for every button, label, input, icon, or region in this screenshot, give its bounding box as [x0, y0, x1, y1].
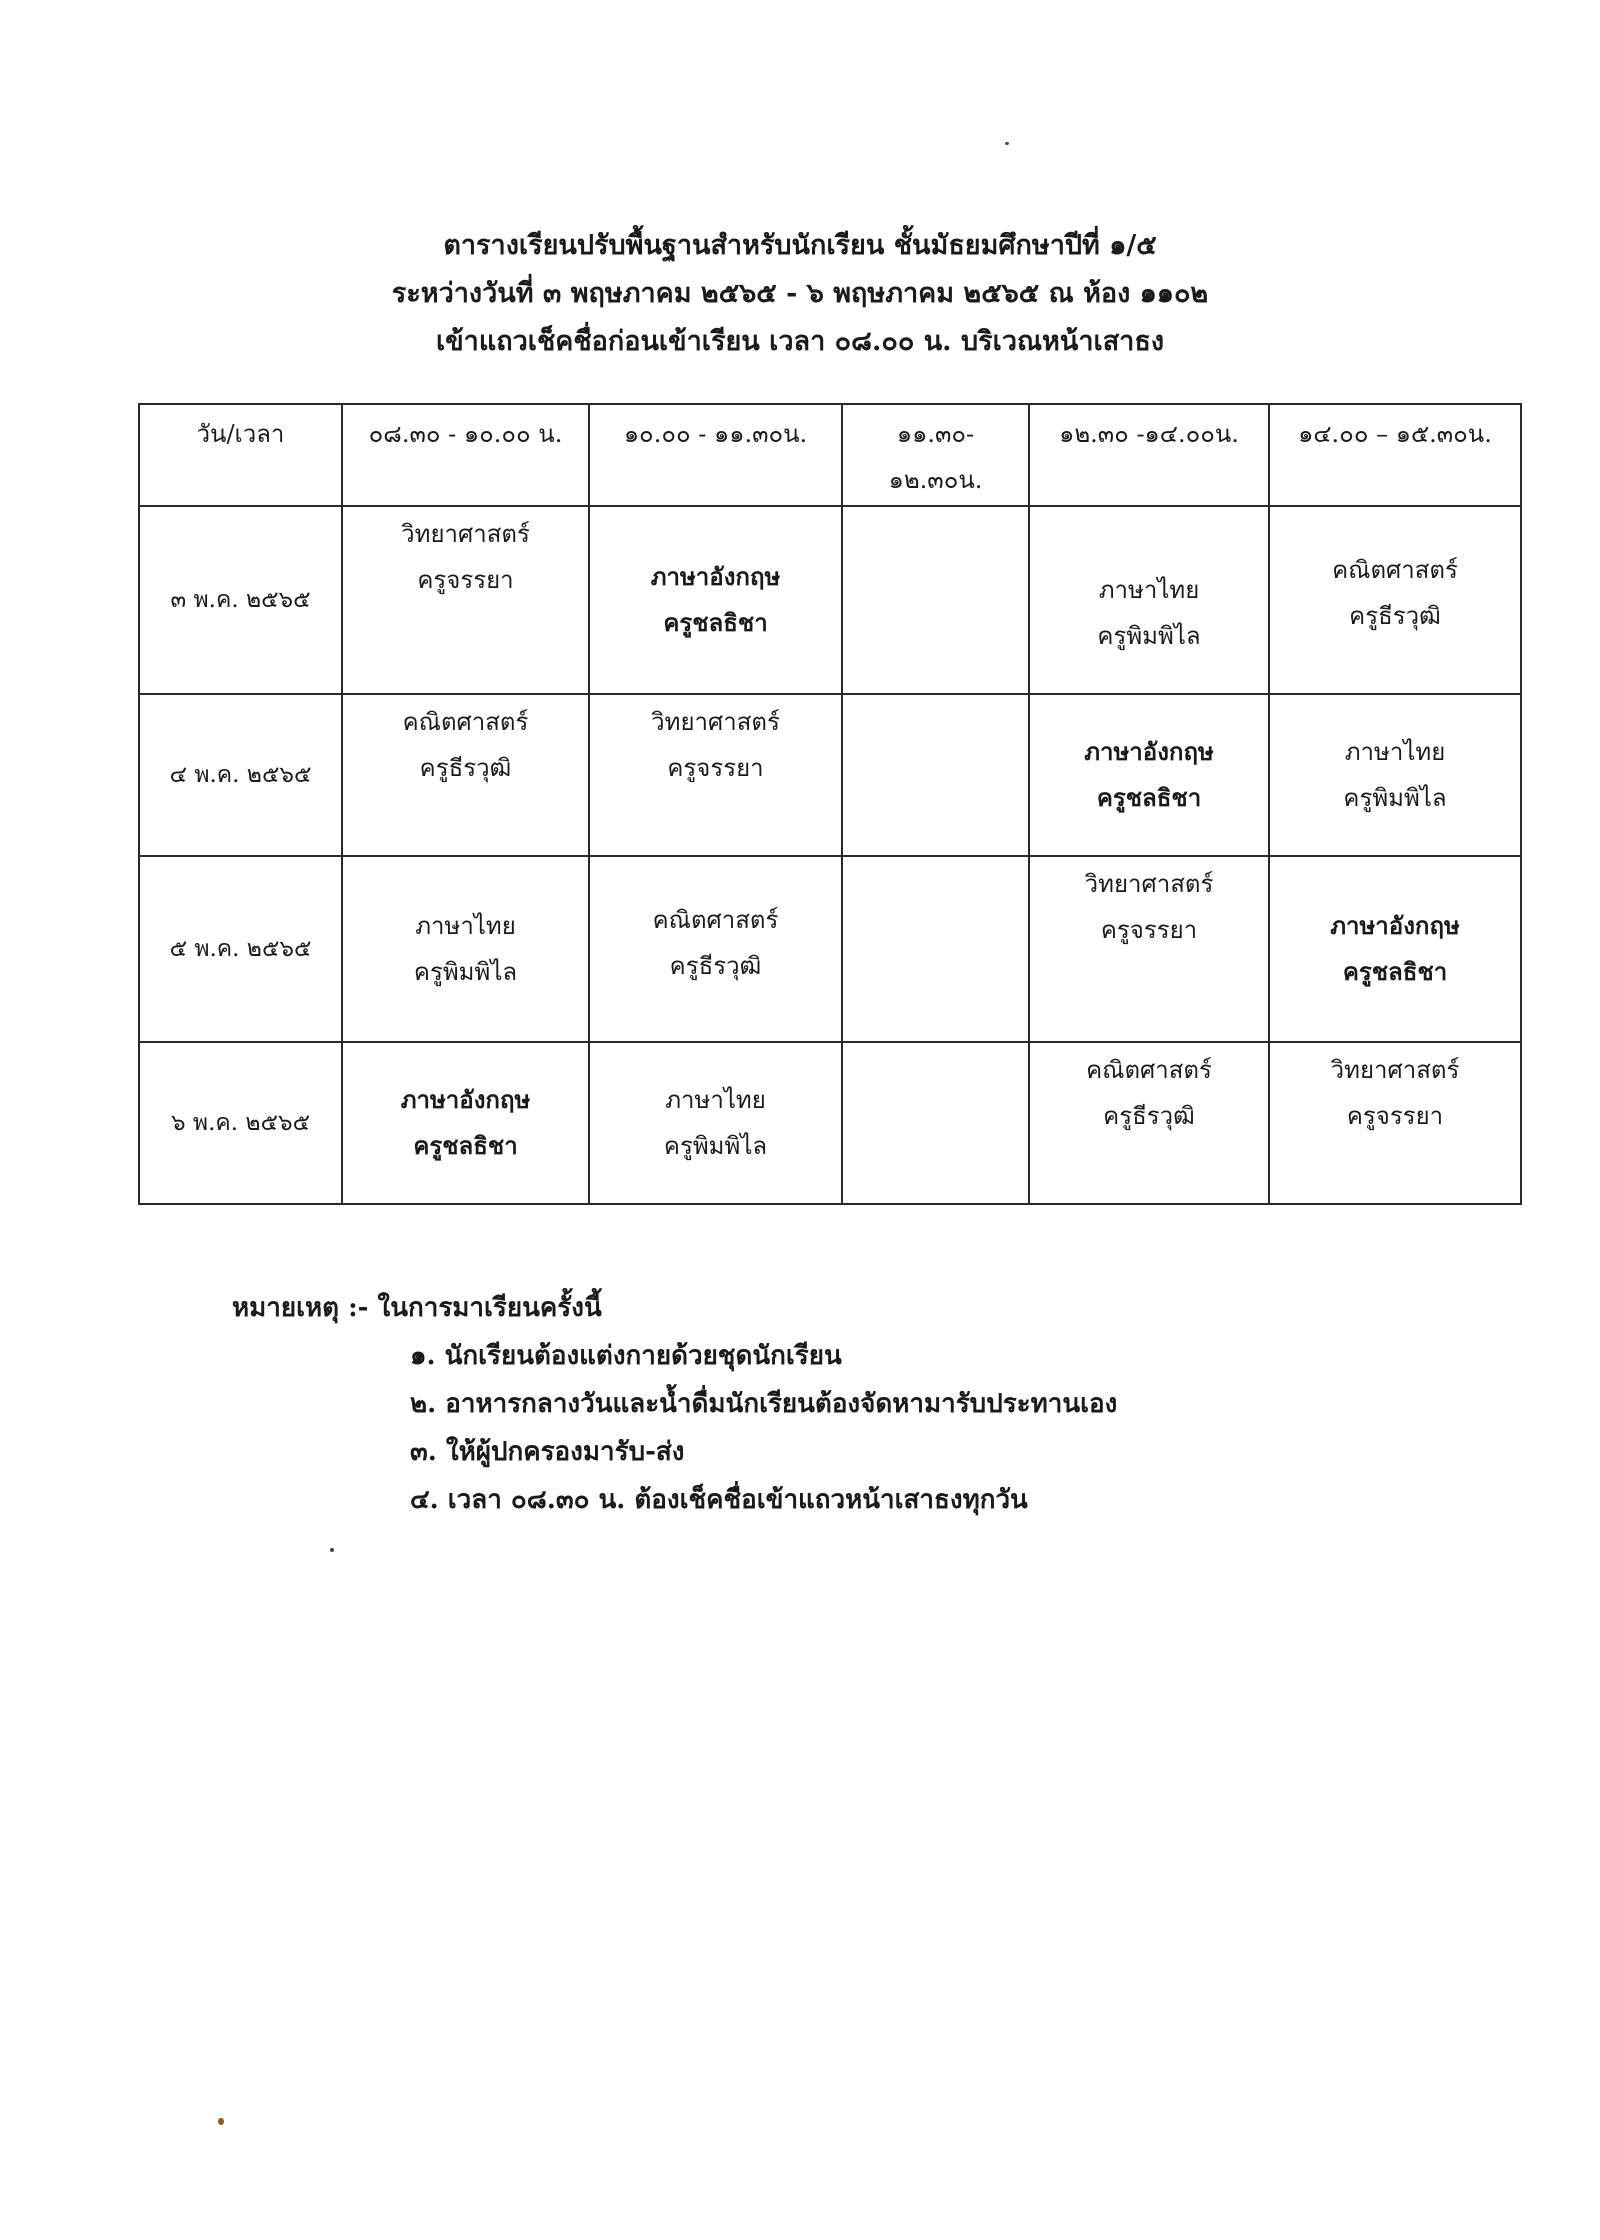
class-cell	[1029, 856, 1269, 1042]
notes-item: ๔. เวลา ๐๘.๓๐ น. ต้องเช็คชื่อเข้าแถวหน้าเสาธงทุกวัน	[410, 1485, 1028, 1515]
lunch-cell	[842, 1042, 1029, 1204]
class-cell	[342, 506, 589, 694]
class-cell	[1029, 506, 1269, 694]
class-cell	[1029, 694, 1269, 856]
subject: ภาษาอังกฤษ	[1330, 911, 1460, 940]
teacher: ครูธีรวุฒิ	[669, 952, 762, 980]
subject: คณิตศาสตร์	[402, 708, 529, 736]
teacher: ครูจรรยา	[667, 754, 764, 782]
teacher: ครูจรรยา	[417, 566, 514, 594]
class-cell	[1269, 694, 1521, 856]
header-assembly-note: เข้าแถวเช็คชื่อก่อนเข้าเรียน เวลา ๐๘.๐๐ น. บริเวณหน้าเสาธง	[435, 326, 1165, 357]
notes-item: ๑. นักเรียนต้องแต่งกายด้วยชุดนักเรียน	[410, 1341, 842, 1371]
class-cell	[589, 856, 842, 1042]
subject: ภาษาไทย	[1098, 576, 1200, 604]
notes-item: ๓. ให้ผู้ปกครองมารับ-ส่ง	[410, 1437, 685, 1467]
class-cell	[589, 1042, 842, 1204]
lunch-cell	[842, 506, 1029, 694]
table-row	[139, 506, 1521, 694]
subject: วิทยาศาสตร์	[1330, 1056, 1460, 1084]
header-title: ตารางเรียนปรับพื้นฐานสำหรับนักเรียน ชั้นมัธยมศึกษาปีที่ ๑/๕	[443, 230, 1157, 261]
header-slot-lunch: ๑๑.๓๐- ๑๒.๓๐น.	[842, 404, 1029, 506]
scan-speck	[218, 2118, 224, 2125]
header-slot-1: ๐๘.๓๐ - ๑๐.๐๐ น.	[342, 404, 589, 506]
class-cell	[1269, 856, 1521, 1042]
teacher: ครูธีรวุฒิ	[1103, 1102, 1195, 1130]
table-header-row	[139, 404, 1521, 506]
notes-list	[410, 1332, 1117, 1524]
subject: วิทยาศาสตร์	[401, 520, 530, 548]
subject: ภาษาอังกฤษ	[650, 562, 781, 591]
subject: ภาษาไทย	[415, 912, 516, 940]
header-date-range: ระหว่างวันที่ ๓ พฤษภาคม ๒๕๖๕ - ๖ พฤษภาคม ๒๕๖๕ ณ ห้อง ๑๑๐๒	[391, 278, 1209, 309]
teacher: ครูจรรยา	[1346, 1102, 1444, 1130]
subject: คณิตศาสตร์	[1332, 556, 1458, 584]
teacher: ครูจรรยา	[1100, 916, 1198, 944]
class-cell	[589, 506, 842, 694]
table-row	[139, 694, 1521, 856]
teacher: ครูชลธิชา	[1342, 957, 1448, 986]
teacher: ครูชลธิชา	[1096, 783, 1202, 812]
class-cell	[1029, 1042, 1269, 1204]
teacher: ครูธีรวุฒิ	[419, 754, 512, 782]
notes-title: หมายเหตุ :- ในการมาเรียนครั้งนี้	[232, 1293, 602, 1323]
header-day-time: วัน/เวลา	[139, 404, 342, 506]
class-cell	[1269, 1042, 1521, 1204]
table-row	[139, 856, 1521, 1042]
teacher: ครูชลธิชา	[413, 1131, 518, 1160]
notes-section	[232, 1284, 1117, 1524]
header-slot-4: ๑๔.๐๐ – ๑๕.๓๐น.	[1269, 404, 1521, 506]
teacher: ครูพิมพิไล	[1097, 622, 1201, 650]
class-cell	[589, 694, 842, 856]
lunch-cell	[842, 856, 1029, 1042]
subject: ภาษาอังกฤษ	[1084, 737, 1214, 766]
notes-item: ๒. อาหารกลางวันและน้ำดื่มนักเรียนต้องจัดหามารับประทานเอง	[410, 1389, 1118, 1419]
class-cell	[342, 694, 589, 856]
subject: วิทยาศาสตร์	[651, 708, 780, 736]
lunch-cell	[842, 694, 1029, 856]
table-row	[139, 1042, 1521, 1204]
day-cell: ๖ พ.ค. ๒๕๖๕	[139, 1042, 342, 1204]
document-header	[0, 222, 1600, 366]
subject: ภาษาไทย	[1344, 738, 1446, 766]
class-cell	[342, 1042, 589, 1204]
teacher: ครูพิมพิไล	[1343, 784, 1447, 812]
teacher: ครูชลธิชา	[663, 608, 768, 637]
scan-speck	[1005, 142, 1009, 145]
class-cell	[342, 856, 589, 1042]
subject: คณิตศาสตร์	[1086, 1056, 1212, 1084]
teacher: ครูพิมพิไล	[413, 958, 518, 986]
day-cell: ๕ พ.ค. ๒๕๖๕	[139, 856, 342, 1042]
schedule-table	[138, 403, 1522, 1205]
subject: ภาษาไทย	[665, 1086, 766, 1114]
teacher: ครูธีรวุฒิ	[1349, 602, 1441, 630]
subject: ภาษาอังกฤษ	[400, 1085, 531, 1114]
day-cell: ๔ พ.ค. ๒๕๖๕	[139, 694, 342, 856]
header-slot-3: ๑๒.๓๐ -๑๔.๐๐น.	[1029, 404, 1269, 506]
scan-speck	[330, 1548, 334, 1552]
teacher: ครูพิมพิไล	[663, 1132, 768, 1160]
subject: วิทยาศาสตร์	[1084, 870, 1214, 898]
day-cell: ๓ พ.ค. ๒๕๖๕	[139, 506, 342, 694]
subject: คณิตศาสตร์	[652, 906, 779, 934]
class-cell	[1269, 506, 1521, 694]
header-slot-2: ๑๐.๐๐ - ๑๑.๓๐น.	[589, 404, 842, 506]
